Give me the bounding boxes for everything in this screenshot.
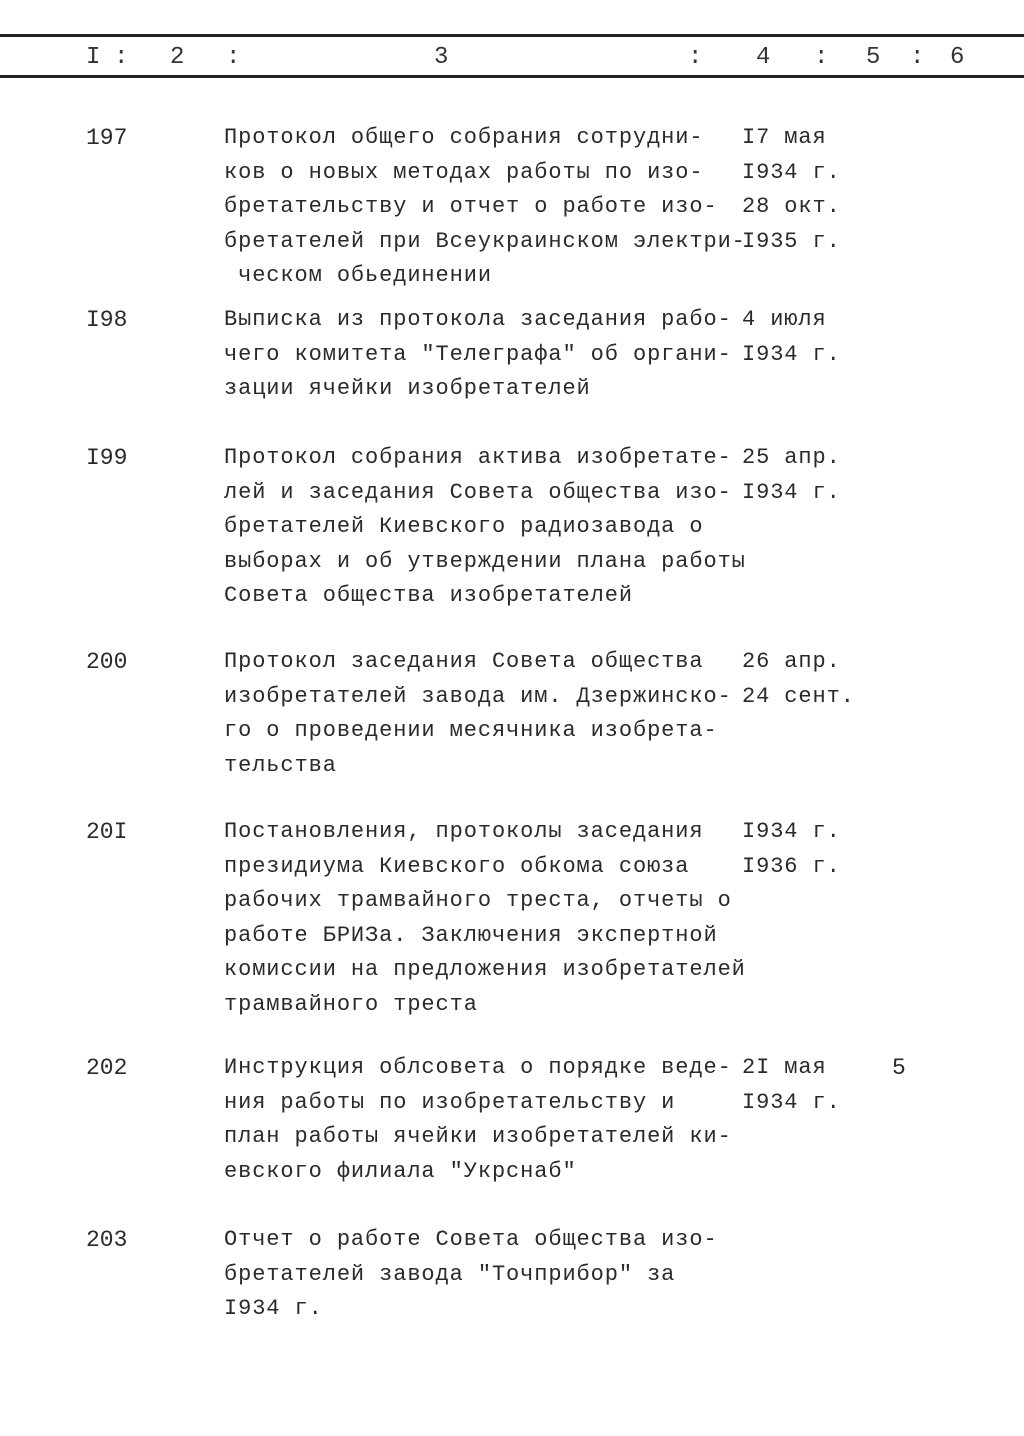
description-line: президиума Киевского обкома союза [224,853,690,879]
description-line: бретателей Киевского радиозавода о [224,514,704,539]
description-line: изобретателей завода им. Дзержинско- [224,683,732,709]
date-line: I934 г. [742,1089,841,1115]
description-line: Совета общества изобретателей [224,583,633,608]
description-line: Выписка из протокола заседания рабо- [224,307,732,332]
description-line: работе БРИЗа. Заключения экспертной [224,922,718,948]
date-line: 2I мая [742,1055,827,1080]
entry-description [224,441,746,614]
date-line: I934 г. [742,341,841,367]
date-line: I934 г. [742,159,841,185]
entry-dates [742,1051,841,1120]
col-header-3: 3 [434,44,449,71]
description-line: ков о новых методах работы по изо- [224,159,704,185]
description-line: бретательству и отчет о работе изо- [224,194,718,219]
entry-description [224,645,732,783]
entry-number: 202 [86,1055,128,1081]
description-line: выборах и об утверждении плана работы [224,548,746,574]
header-bottom-rule [0,75,1024,78]
col-sep: : [688,44,703,71]
col-sep: : [910,44,925,71]
entry-number: 197 [86,125,128,151]
description-line: трамвайного треста [224,991,478,1017]
description-line: тельства [224,752,337,778]
entry-description [224,1223,718,1327]
date-line: I7 мая [742,125,827,150]
col-header-5: 5 [866,44,881,71]
description-line: чего комитета "Телеграфа" об органи- [224,341,732,367]
description-line: Протокол общего собрания сотрудни- [224,125,704,150]
description-line: го о проведении месячника изобрета- [224,718,718,743]
entry-dates [742,441,841,510]
col-header-1: I [86,44,101,71]
description-line: зации ячейки изобретателей [224,376,591,401]
entry-dates [742,121,841,259]
entry-number: 20I [86,819,128,845]
date-line: I936 г. [742,853,841,879]
col-sep: : [226,44,241,71]
description-line: евского филиала "Укрснаб" [224,1158,577,1184]
col-sep: : [814,44,829,71]
description-line: Инструкция облсовета о порядке веде- [224,1055,732,1080]
entry-number: I99 [86,445,128,471]
description-line: Протокол заседания Совета общества [224,649,704,674]
description-line: комиссии на предложения изобретателей [224,957,746,982]
description-line: Протокол собрания актива изобретате- [224,445,732,470]
entry-description [224,815,746,1022]
description-line: Отчет о работе Совета общества изо- [224,1227,718,1252]
entry-sheet-count: 5 [892,1055,906,1081]
date-line: 4 июля [742,307,827,332]
entry-description [224,303,732,407]
entry-description [224,1051,732,1189]
col-header-6: 6 [950,44,965,71]
col-header-4: 4 [756,44,771,71]
description-line: бретателей завода "Точприбор" за [224,1261,676,1287]
col-sep: : [114,44,129,71]
date-line: 28 окт. [742,194,841,219]
entry-number: I98 [86,307,128,333]
date-line: 25 апр. [742,445,841,470]
date-line: 26 апр. [742,649,841,674]
date-line: I934 г. [742,479,841,505]
description-line: ния работы по изобретательству и [224,1089,676,1115]
entry-dates [742,815,841,884]
header-top-rule [0,34,1024,37]
date-line: 24 сент. [742,683,855,709]
entry-description [224,121,746,294]
date-line: I935 г. [742,228,841,254]
description-line: ческом обьединении [224,263,492,288]
description-line: I934 г. [224,1296,323,1321]
description-line: Постановления, протоколы заседания [224,819,704,844]
entry-dates [742,645,855,714]
col-header-2: 2 [170,44,185,71]
description-line: бретателей при Всеукраинском электри- [224,228,746,254]
date-line: I934 г. [742,819,841,844]
entry-number: 203 [86,1227,128,1253]
description-line: рабочих трамвайного треста, отчеты о [224,888,732,913]
entry-number: 200 [86,649,128,675]
description-line: лей и заседания Совета общества изо- [224,479,732,505]
description-line: план работы ячейки изобретателей ки- [224,1124,732,1149]
entry-dates [742,303,841,372]
